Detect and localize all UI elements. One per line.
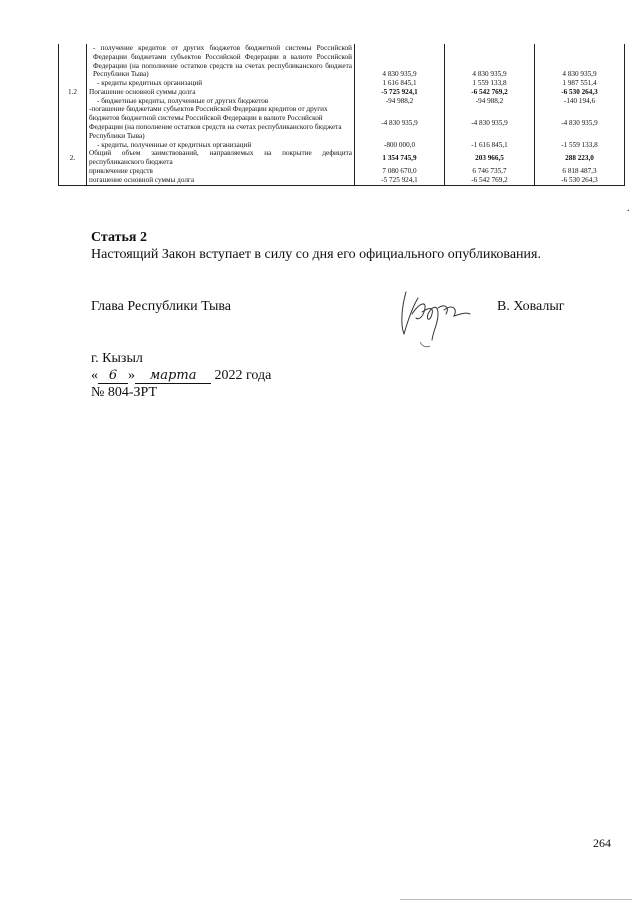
table-row — [59, 79, 625, 88]
table-row — [59, 141, 625, 150]
row-value-3: -6 530 264,3 — [535, 88, 625, 97]
date-day: 6 — [98, 369, 128, 384]
law-number: № 804-ЗРТ — [91, 385, 158, 400]
article-text: Настоящий Закон вступает в силу со дня его официального опубликования. — [91, 247, 541, 262]
stray-dot: . — [627, 203, 630, 214]
row-value-1: -800 000,0 — [355, 141, 445, 150]
row-value-3: 288 223,0 — [535, 149, 625, 167]
row-description: - бюджетные кредиты, полученные от других бюджетов — [87, 97, 355, 106]
row-value-3: 4 830 935,9 — [535, 44, 625, 79]
row-number — [59, 176, 87, 185]
row-value-3: 6 818 487,3 — [535, 167, 625, 176]
row-value-1: -5 725 924,1 — [355, 176, 445, 185]
row-number — [59, 97, 87, 106]
handwritten-signature — [392, 284, 472, 354]
row-value-2: -6 542 769,2 — [445, 176, 535, 185]
row-number — [59, 44, 87, 79]
row-description: -погашение бюджетами субъектов Российской Федерации кредитов от других бюджетов бюджетной системы Российской Федерации в валюте Российской Федерации (на пополнение остатков средств на счетах республиканского бюджета Республики Тыва) — [87, 105, 355, 140]
table-row — [59, 44, 625, 79]
row-value-2: 6 746 735,7 — [445, 167, 535, 176]
row-description: - получение кредитов от других бюджетов бюджетной системы Российской Федерации бюджетами субъектов Российской Федерации в валюте Российской Федерации (на пополнение остатков средств на счетах республиканского бюджета Республики Тыва) — [87, 44, 355, 79]
row-value-1: -5 725 924,1 — [355, 88, 445, 97]
row-description: Общий объем заимствований, направляемых на покрытие дефицита республиканского бюджета — [87, 149, 355, 167]
row-description: Погашение основной суммы долга — [87, 88, 355, 97]
row-value-2: 203 966,5 — [445, 149, 535, 167]
row-value-3: 1 987 551,4 — [535, 79, 625, 88]
row-value-2: -6 542 769,2 — [445, 88, 535, 97]
row-number: 1.2 — [59, 88, 87, 97]
row-description: привлечение средств — [87, 167, 355, 176]
date-open-quote: « — [91, 368, 98, 383]
row-value-3: -6 530 264,3 — [535, 176, 625, 185]
signing-date — [91, 368, 271, 384]
row-value-2: -1 616 845,1 — [445, 141, 535, 150]
row-value-3: -140 194,6 — [535, 97, 625, 106]
footer-rule — [400, 899, 632, 900]
row-value-2: 4 830 935,9 — [445, 44, 535, 79]
row-number: 2. — [59, 149, 87, 167]
row-number — [59, 167, 87, 176]
head-name: В. Ховалыг — [497, 299, 565, 314]
row-value-2: -94 988,2 — [445, 97, 535, 106]
row-value-1: 1 354 745,9 — [355, 149, 445, 167]
table-row — [59, 88, 625, 97]
row-value-1: 4 830 935,9 — [355, 44, 445, 79]
row-value-1: 7 080 670,0 — [355, 167, 445, 176]
row-value-2: 1 559 133,8 — [445, 79, 535, 88]
date-year: 2022 года — [214, 368, 272, 383]
table-row — [59, 167, 625, 176]
row-number — [59, 79, 87, 88]
head-position: Глава Республики Тыва — [91, 299, 232, 314]
page-number: 264 — [593, 836, 611, 850]
row-value-2: -4 830 935,9 — [445, 105, 535, 140]
table-row — [59, 149, 625, 167]
row-value-1: -4 830 935,9 — [355, 105, 445, 140]
row-value-1: -94 988,2 — [355, 97, 445, 106]
borrowing-table — [58, 44, 625, 186]
row-value-1: 1 616 845,1 — [355, 79, 445, 88]
row-number — [59, 141, 87, 150]
place-name: г. Кызыл — [91, 351, 143, 366]
row-description: - кредиты, полученные от кредитных организаций — [87, 141, 355, 150]
row-description: погашение основной суммы долга — [87, 176, 355, 185]
row-value-3: -1 559 133,8 — [535, 141, 625, 150]
table-row — [59, 176, 625, 185]
table-row — [59, 97, 625, 106]
date-close-quote: » — [128, 368, 135, 383]
row-number — [59, 105, 87, 140]
row-value-3: -4 830 935,9 — [535, 105, 625, 140]
table-row — [59, 105, 625, 140]
article-title: Статья 2 — [91, 230, 147, 245]
row-description: - кредиты кредитных организаций — [87, 79, 355, 88]
date-month: марта — [135, 369, 211, 384]
